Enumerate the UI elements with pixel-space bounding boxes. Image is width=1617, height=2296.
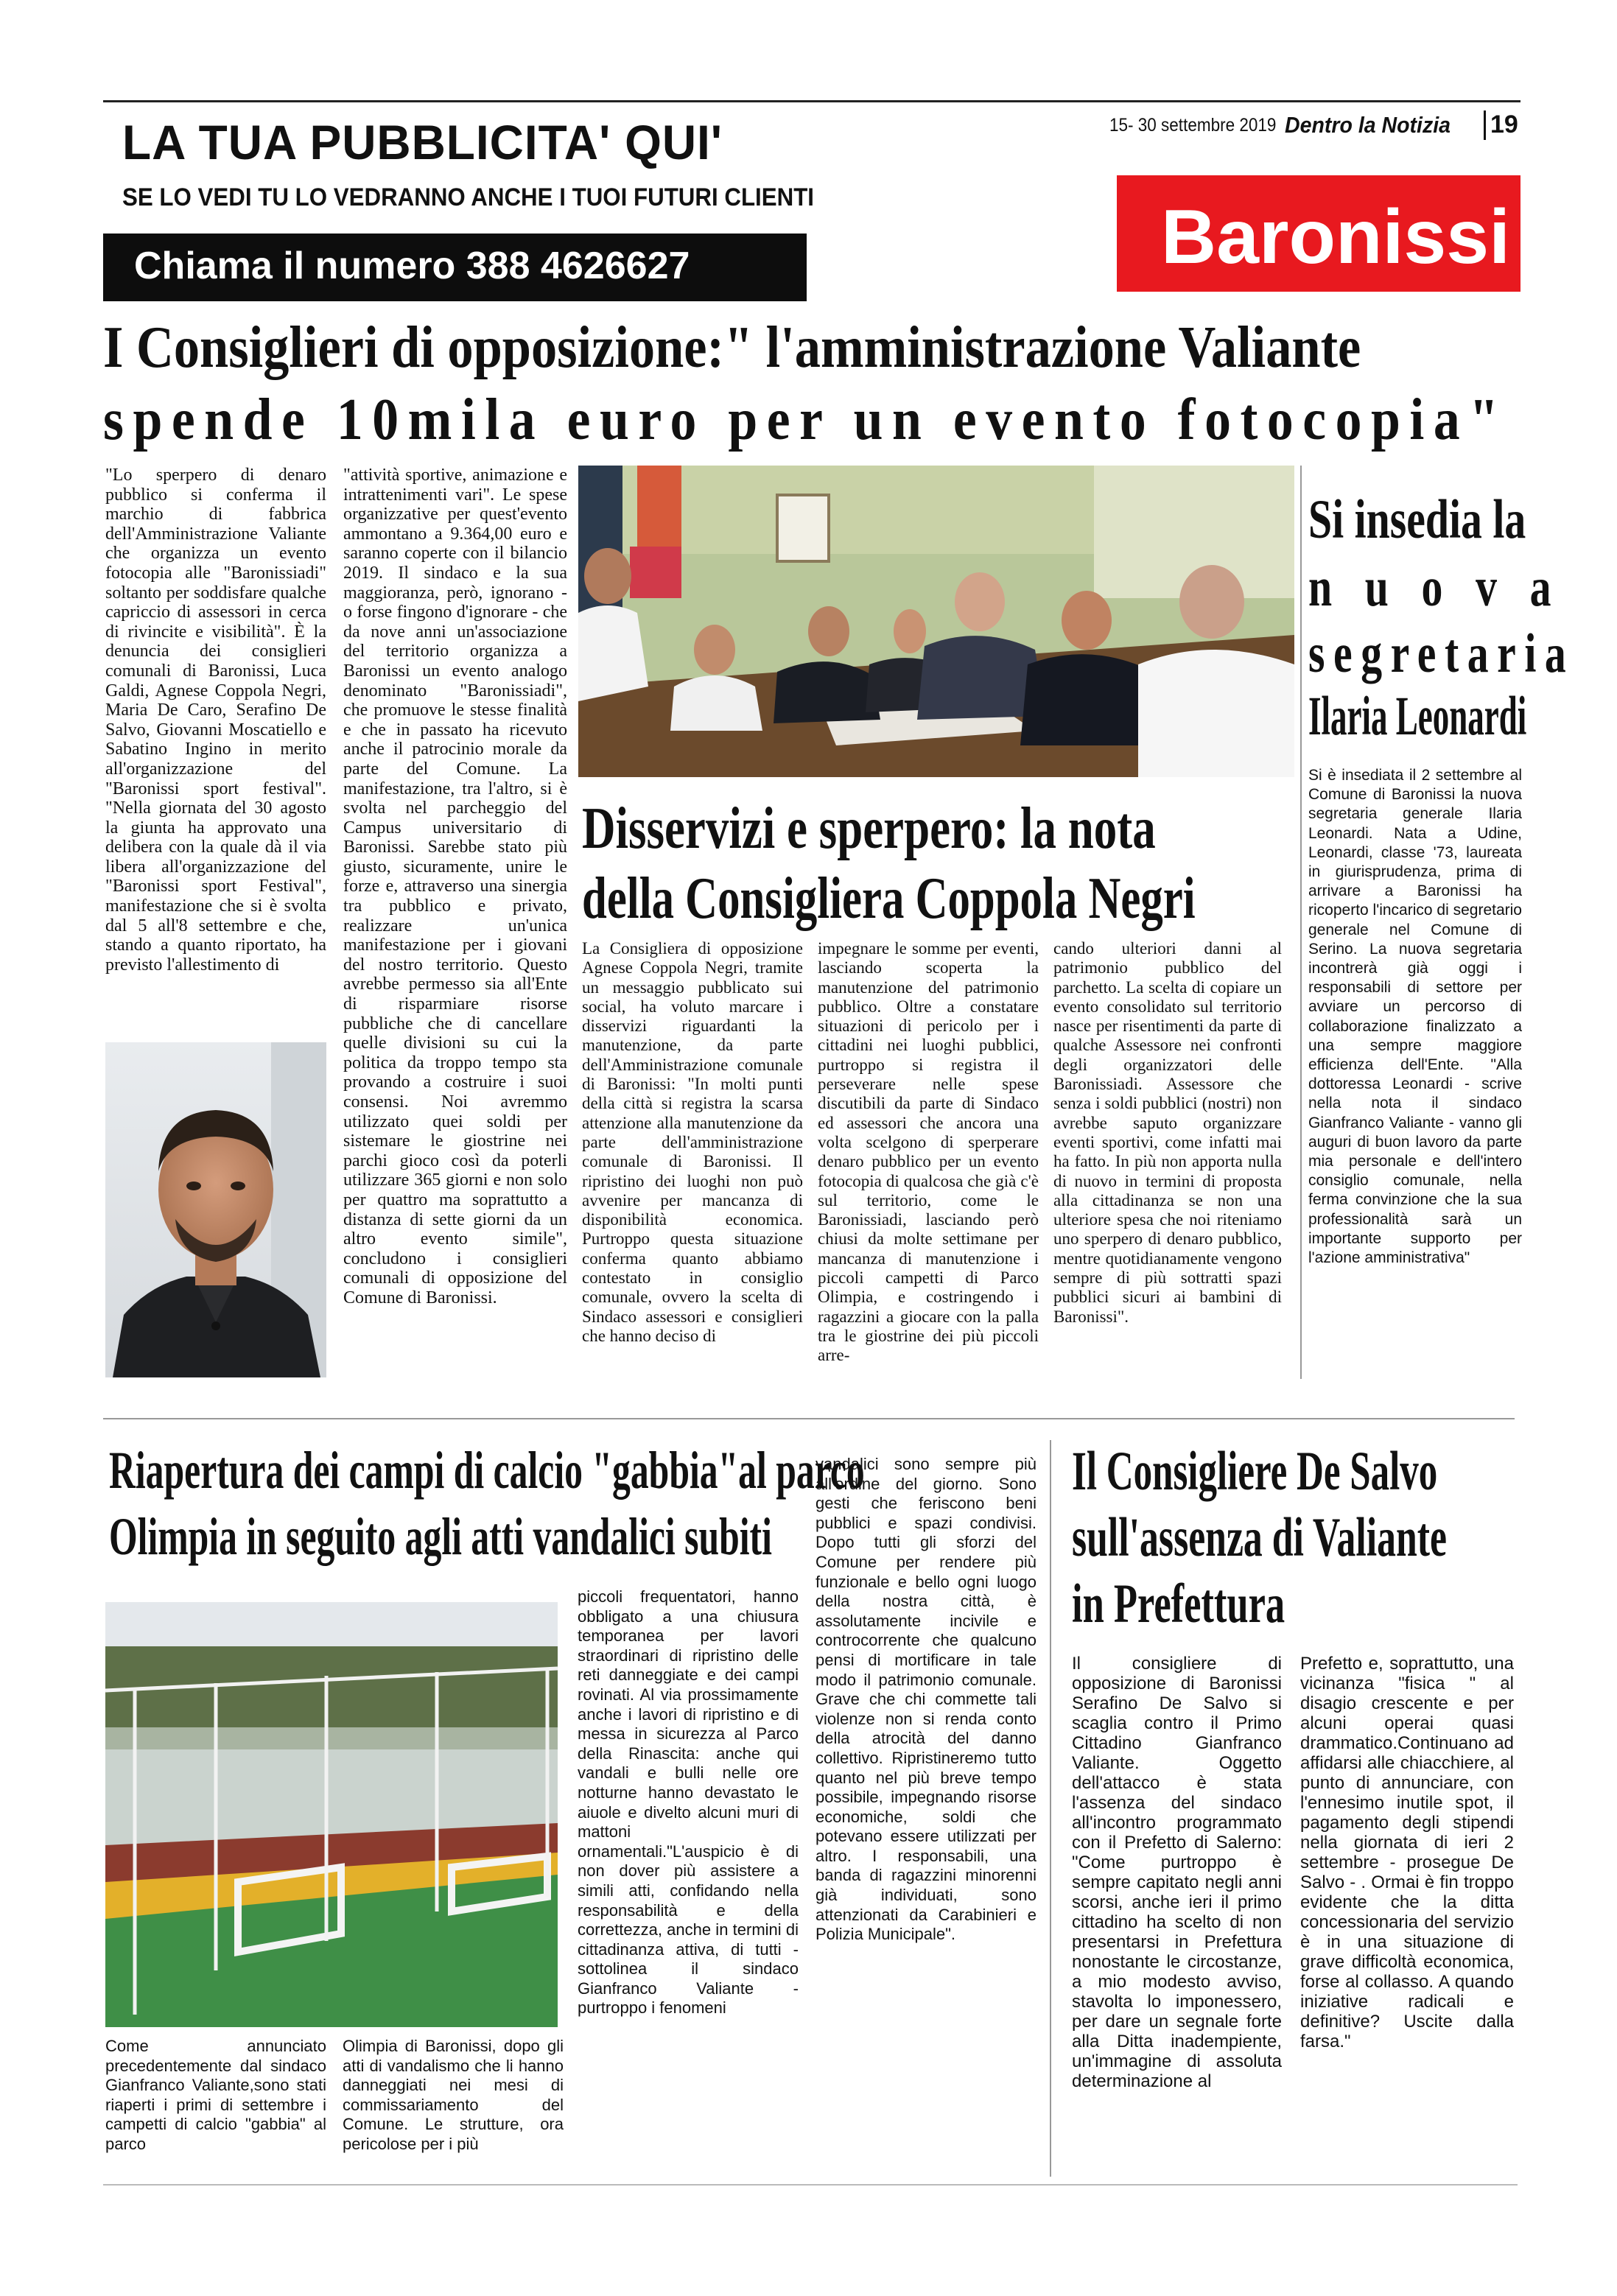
article3-body: Si è insediata il 2 settembre al Comune di Baronissi la nuova segretaria generale Ilaria Leonardi. Nata a Udine, Leonardi, classe '73, laureata in giurisprudenza, prima di arrivare a Baronissi ha ricoperto l'incarico di segretario generale nel Comune di Serino. La nuova segretaria incontrerà già oggi i responsabili di settore per avviare un percorso di collaborazione finalizzato a una sempre maggiore efficienza dell'Ente. "Alla dottoressa Leonardi - scrive nella nota il sindaco Gianfranco Valiante - vanno gli auguri di buon lavoro da parte mia personale e dell'intero consiglio comunale, nella ferma convinzione che la sua professionalità sarà un importante supporto per l'azione amministrativa"	[1308, 767, 1522, 1267]
article4-column4: vandalici sono sempre più all'ordine del giorno. Sono gesti che feriscono beni pubblici e spazi condivisi. Dopo tutti gli sforzi del Comune per rendere più funzionale e bello ogni luogo della nostra città, è assolutamente incivile e controcorrente che qualcuno pensi di mortificare in tale modo il patrimonio comunale. Grave che chi commette tali violenze non si renda conto della atrocità del danno collettivo. Ripristineremo tutto quanto nel più breve tempo possibile, impegnando risorse economiche, soldi che potevano essere utilizzati per altro. I responsabili, una banda di ragazzini minorenni già individuati, sono attenzionati da Carabinieri e Polizia Municipale".	[815, 1455, 1037, 1944]
article4-title-line1: Riapertura dei campi di calcio "gabbia"al parco	[109, 1441, 865, 1500]
meeting-photo	[578, 466, 1294, 777]
article1-title-line2: spende 10mila euro per un evento fotocopia"	[103, 387, 1508, 452]
article4-column2: Olimpia di Baronissi, dopo gli atti di vandalismo che li hanno danneggiati nei mesi di commissariamento del Comune. Le strutture, ora pericolose per i più	[343, 2037, 564, 2153]
article2-title-line2: della Consigliera Coppola Negri	[582, 866, 1196, 931]
article5-title-line1: Il Consigliere De Salvo	[1072, 1441, 1438, 1502]
ad-headline: LA TUA PUBBLICITA' QUI'	[122, 115, 723, 169]
article5-column1: Il consigliere di opposizione di Baronissi Serafino De Salvo si scaglia contro il Primo Cittadino Gianfranco Valiante. Oggetto dell'attacco è stata l'assenza del sindaco all'incontro programmato con il Prefetto di Salerno: "Come purtroppo è sempre capitato negli anni scorsi, anche ieri il primo cittadino ha scelto di non presentarsi in Prefettura nonostante le circostanze, a mio modesto avviso, stavolta lo imponessero, per dare un segnale forte alla Ditta inadempiente, un'immagine di assoluta determinazione al	[1072, 1654, 1282, 2091]
portrait-photo-graphic	[105, 1042, 326, 1377]
publication-name: Dentro la Notizia	[1285, 112, 1451, 138]
ad-phone-text: Chiama il numero 388 4626627	[134, 245, 690, 287]
masthead-divider	[1484, 110, 1486, 140]
article5-column2: Prefetto e, soprattutto, una vicinanza "fisica " al disagio crescente e per alcuni operai quasi drammatico.Continuano ad affidarsi alle chiacchiere, al punto di annunciare, con l'ennesimo inutile spot, il pagamento degli stipendi nella giornata di ieri 2 settembre - prosegue De Salvo - . Ormai è fin troppo evidente che la ditta concessionaria del servizio è in una situazione di grave difficoltà economica, forse al collasso. A quando iniziative radicali e definitive? Uscite dalla farsa."	[1300, 1654, 1514, 2051]
ad-block	[103, 102, 815, 309]
column-divider-right	[1300, 466, 1302, 1379]
article5-title-line3: in Prefettura	[1072, 1573, 1285, 1635]
article4-column3: piccoli frequentatori, hanno obbligato a una chiusura temporanea per lavori straordinari di ripristino delle reti danneggiate e dei campi rovinati. Al via prossimamente anche i lavori di ripristino e di messa in sicurezza al Parco della Rinascita: anche qui vandali e bulli nelle ore notturne hanno devastato le aiuole e divelto alcuni muri di mattoni ornamentali."L'auspicio è di non dover più assistere a simili atti, confidando nella responsabilità e della correttezza, anche in termini di cittadinanza attiva, di tutti - sottolinea il sindaco Gianfranco Valiante - purtroppo i fenomeni	[578, 1587, 799, 2018]
section-divider	[103, 1418, 1515, 1419]
football-pitch-photo-graphic	[105, 1602, 558, 2027]
ad-phone-box[interactable]	[103, 234, 807, 301]
article1-column2: "attività sportive, animazione e intrattenimenti vari". Le spese organizzative per quest'evento ammontano a 9.364,00 euro e saranno coperte con il bilancio 2019. Il sindaco e la sua maggioranza, però, ignorano - o forse fingono d'ignorare - che da nove anni un'associazione del territorio organizza a Baronissi un evento analogo denominato "Baronissiadi", che promuove le stesse finalità e che in passato ha ricevuto anche il patrocinio morale da parte del Comune. La manifestazione, tra l'altro, si è svolta nel parcheggio del Campus universitario di Baronissi. Sarebbe stato più giusto, sicuramente, unire le forze e, attraverso una sinergia tra pubblico e privato, realizzare un'unica manifestazione per i giovani del nostro territorio. Questo avrebbe permesso sia all'Ente di risparmiare risorse pubbliche che di cancellare quelle divisioni su cui la politica da troppo tempo sta provando a costruire i suoi consensi. Noi avremmo utilizzato quei soldi per sistemare le giostrine nei parchi gioco così da poterli utilizzare 365 giorni e non solo per quattro ma soprattutto a distanza di sette giorni da un altro evento simile", concludono i consiglieri comunali di opposizione del Comune di Baronissi.	[343, 466, 567, 1307]
article1-column1: "Lo sperpero di denaro pubblico si conferma il marchio di fabbrica dell'Amministrazione Valiante che organizza un evento fotocopia alle "Baronissiadi" soltanto per soddisfare qualche capriccio di assessori in cerca di rivincite e visibilità". È la denuncia dei consiglieri comunali di Baronissi, Luca Galdi, Agnese Coppola Negri, Maria De Caro, Serafino De Salvo, Giovanni Moscatiello e Sabatino Ingino in merito all'organizzazione del "Baronissi sport festival". "Nella giornata del 30 agosto la giunta ha approvato una delibera con la quale dà il via libera all'organizzazione del "Baronissi sport Festival", manifestazione che si è svolta dal 5 all'8 settembre e che, stando a quanto riportato, ha previsto l'allestimento di	[105, 466, 326, 975]
article2-column1: La Consigliera di opposizione Agnese Coppola Negri, tramite un messaggio pubblicato sui social, ha voluto marcare i disservizi riguardanti la manutenzione, da parte dell'Amministrazione comunale di Baronissi: "In molti punti della città si registra la scarsa attenzione alla manutenzione da parte dell'amministrazione comunale di Baronissi. Il ripristino dei luoghi non può avvenire per mancanza di disponibilità economica. Purtroppo questa situazione conferma quanto abbiamo contestato in consiglio comunale, ovvero la scelta di Sindaco assessori e consiglieri che hanno deciso di	[582, 939, 803, 1345]
section-name: Baronissi	[1161, 194, 1510, 280]
article2-column3: cando ulteriori danni al patrimonio pubblico del parchetto. La scelta di copiare un evento consolidato sul territorio nasce per risentimenti da parte di qualche Assessore nei confronti degli organizzatori delle Baronissiadi. Assessore che senza i soldi pubblici (nostri) non avrebbe saputo organizzare eventi sportivi, come infatti mai ha fatto. In più non apporta nulla di nuovo in termini di proposta alla cittadinanza se non una ulteriore spesa che noi riteniamo uno sperpero di denaro pubblico, mentre quotidianamente vengono sempre di più sottratti spazi pubblici sicuri ai bambini di Baronissi".	[1053, 939, 1282, 1326]
column-divider-bottom	[1050, 1440, 1051, 2177]
article3-title-line2: nuova	[1308, 557, 1585, 618]
page-number: 19	[1490, 110, 1518, 138]
article3-title-line3: segretaria	[1308, 623, 1575, 684]
article3-title-line1: Si insedia la	[1308, 489, 1526, 550]
article4-title-line2: Olimpia in seguito agli atti vandalici subiti	[109, 1507, 772, 1566]
football-pitch-photo	[105, 1602, 558, 2027]
meeting-photo-graphic	[578, 466, 1294, 777]
article1-title-line1: I Consiglieri di opposizione:" l'amministrazione Valiante	[103, 315, 1361, 380]
ad-tagline: SE LO VEDI TU LO VEDRANNO ANCHE I TUOI FUTURI CLIENTI	[122, 183, 815, 211]
article3-title-line4: Ilaria Leonardi	[1308, 686, 1527, 747]
article2-column2: impegnare le somme per eventi, lasciando scoperta la manutenzione del patrimonio pubblico. Oltre a constatare situazioni di pericolo per i cittadini nei luoghi pubblici, purtroppo si registra il perseverare nelle spese discutibili da parte di Sindaco ed assessori che ancora una volta scelgono di sperperare denaro pubblico per un evento fotocopia di qualcosa che già c'è sul territorio, come le Baronissiadi, lasciando però chiusi da molte settimane per mancanza di manutenzione i piccoli campetti di Parco Olimpia, e costringendo i ragazzini a giocare con la palla tra le giostrine dei più piccoli arre-	[818, 939, 1039, 1365]
bottom-rule	[103, 2184, 1518, 2186]
portrait-photo	[105, 1042, 326, 1377]
issue-date: 15- 30 settembre 2019	[1109, 115, 1277, 136]
section-banner	[1117, 175, 1520, 292]
article4-column1: Come annunciato precedentemente dal sindaco Gianfranco Valiante,sono stati riaperti i primi di settembre i campetti di calcio "gabbia" al parco	[105, 2037, 326, 2153]
masthead	[1098, 110, 1521, 144]
article2-title-line1: Disservizi e sperpero: la nota	[582, 796, 1156, 861]
article5-title-line2: sull'assenza di Valiante	[1072, 1507, 1448, 1568]
